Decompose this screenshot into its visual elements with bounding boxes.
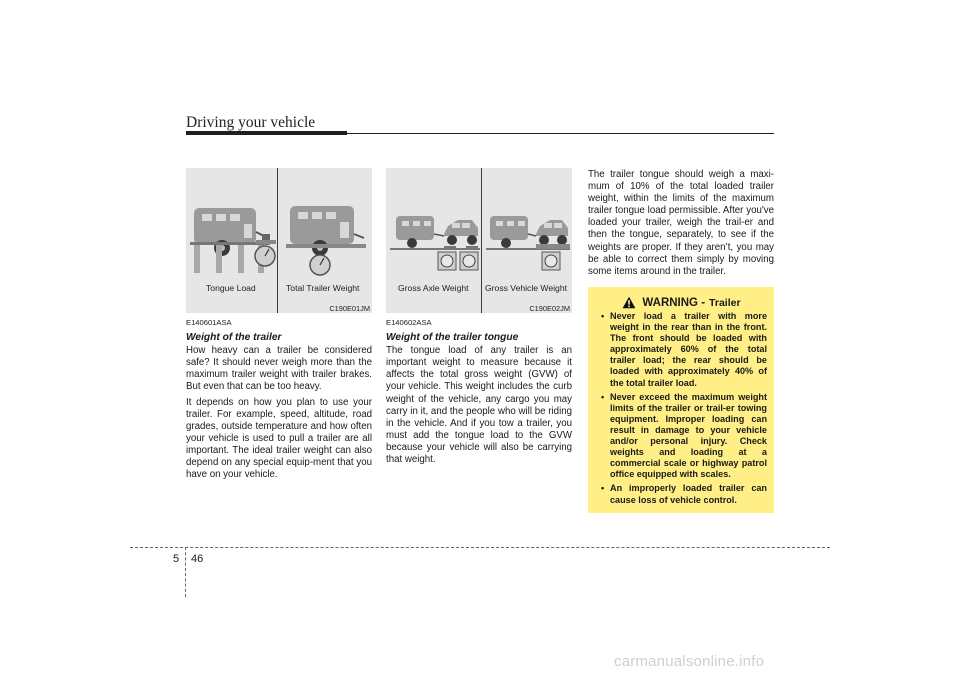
section-title: Weight of the trailer tongue [386,332,519,344]
warning-item: • Never load a trailer with more weight in the rear than in the front. The front should be loaded with approximately 60% of the total trailer load; the rear should be loaded with approximately 40% of the total trailer load. [596,311,767,389]
body-paragraph: How heavy can a trailer be considered safe? It should never weigh more than the maximum trailer weight with trailer brakes. But even that can be too heavy. [186,345,372,393]
footer-dashed-rule [130,547,830,548]
warning-triangle-icon [622,296,636,309]
watermark: carmanualsonline.info [614,653,765,670]
section-weight-of-trailer-tongue [386,317,572,469]
figure-code: C190E01JM [329,304,370,313]
warning-list [596,311,767,506]
warning-item: • An improperly loaded trailer can cause loss of vehicle control. [596,483,767,505]
page-header-title: Driving your vehicle [186,114,316,131]
body-paragraph: The trailer tongue should weigh a maxi-mum of 10% of the total loaded trailer weight, within the limits of the maximum trailer tongue load permissible. After you've loaded your trailer, weigh the trail-er and then the tongue, separately, to see if the weights are proper. If they aren’t, you may be able to correct them simply by moving some items around in the trailer. [588,169,774,277]
figure-gross-weight [386,168,572,313]
warning-subject: Trailer [709,296,741,309]
figure-caption-gross-axle-weight: Gross Axle Weight [398,283,469,293]
footer-vertical-rule [185,547,186,597]
figure-code: C190E02JM [529,304,570,313]
figure-caption-total-trailer-weight: Total Trailer Weight [286,283,360,293]
section-weight-of-trailer [186,317,372,484]
right-column-text [588,169,774,281]
figure-divider [277,168,278,313]
figure-trailer-weight [186,168,372,313]
section-id: E140601ASA [186,318,232,327]
figure-caption-gross-vehicle-weight: Gross Vehicle Weight [485,283,567,293]
figure-caption-tongue-load: Tongue Load [206,283,256,293]
warning-label: WARNING - [642,296,706,309]
body-paragraph: It depends on how you plan to use your trailer. For example, speed, altitude, road grades, outside temperature and how often your vehicle is used to pull a trailer are all important. The ideal trailer weight can also depend on any special equip-ment that you have on your vehicle. [186,396,372,481]
page-number: 46 [191,553,204,565]
header-rule-thin [347,133,774,134]
header-rule-thick [186,131,347,135]
warning-header [596,296,767,309]
section-title: Weight of the trailer [186,332,282,344]
warning-box [588,287,774,513]
page-section-number: 5 [173,553,180,565]
section-id: E140602ASA [386,318,432,327]
warning-item: • Never exceed the maximum weight limits of the trailer or trail-er towing equipment. Improper loading can result in damage to your vehicle and/or personal injury. Check weights and loading at a commercial scale or highway patrol office equipped with scales. [596,392,767,481]
figure-divider [481,168,482,313]
body-paragraph: The tongue load of any trailer is an important weight to measure because it affects the total gross weight (GVW) of your vehicle. This weight includes the curb weight of the vehicle, any cargo you may carry in it, and the people who will be riding in the vehicle. And if you tow a trailer, you must add the tongue load to the GVW because your vehicle will also be carrying that weight. [386,345,572,466]
